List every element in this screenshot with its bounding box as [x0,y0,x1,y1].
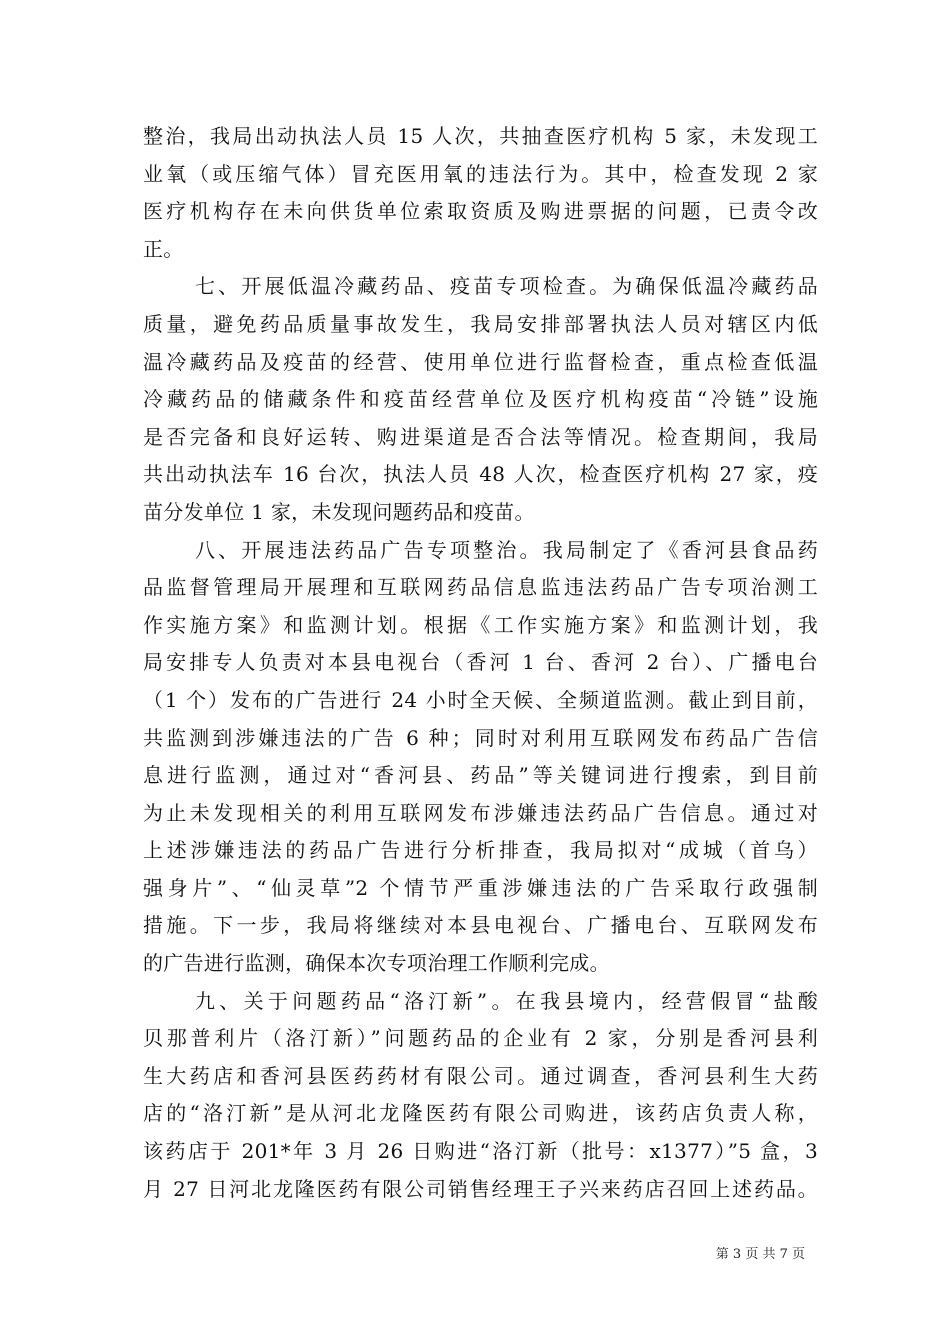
text-line: 贝那普利片（洛汀新）”问题药品的企业有 2 家，分别是香河县利 [143,1026,818,1051]
text-line: 质量，避免药品质量事故发生，我局安排部署执法人员对辖区内低 [143,311,818,336]
text-line: 局安排专人负责对本县电视台（香河 1 台、香河 2 台）、广播电台 [143,650,818,675]
text-line: 业氧（或压缩气体）冒充医用氧的违法行为。其中，检查发现 2 家 [143,161,818,186]
text-line: 医疗机构存在未向供货单位索取资质及购进票据的问题，已责令改 [143,199,818,224]
text-line: 店的“洛汀新”是从河北龙隆医药有限公司购进，该药店负责人称， [143,1101,818,1126]
paragraph-start-line: 九、关于问题药品“洛汀新”。在我县境内，经营假冒“盐酸 [195,988,818,1013]
document-body [143,118,818,1208]
text-line: 措施。下一步，我局将继续对本县电视台、广播电台、互联网发布 [143,913,818,938]
text-line: 强身片”、“仙灵草”2 个情节严重涉嫌违法的广告采取行政强制 [143,875,818,900]
text-line: 温冷藏药品及疫苗的经营、使用单位进行监督检查，重点检查低温 [143,349,818,374]
page-number-footer: 第 3 页 共 7 页 [715,1247,805,1262]
text-line: 共监测到涉嫌违法的广告 6 种；同时对利用互联网发布药品广告信 [143,725,818,750]
text-line: 苗分发单位 1 家，未发现问题药品和疫苗。 [143,499,535,524]
text-line: 该药店于 201*年 3 月 26 日购进“洛汀新（批号：x1377）”5 盒，3 [143,1139,818,1164]
paragraph-start-line: 七、开展低温冷藏药品、疫苗专项检查。为确保低温冷藏药品 [195,274,818,299]
text-line: 正。 [143,236,184,261]
text-line: 共出动执法车 16 台次，执法人员 48 人次，检查医疗机构 27 家，疫 [143,462,818,487]
text-line: 品监督管理局开展理和互联网药品信息监违法药品广告专项治测工 [143,575,818,600]
text-line: 的广告进行监测，确保本次专项治理工作顺利完成。 [143,951,610,976]
text-line: 上述涉嫌违法的药品广告进行分析排查，我局拟对“成城（首乌） [143,838,818,863]
text-line: 是否完备和良好运转、购进渠道是否合法等情况。检查期间，我局 [143,424,818,449]
text-line: 作实施方案》和监测计划。根据《工作实施方案》和监测计划，我 [143,612,818,637]
text-line: 冷藏药品的储藏条件和疫苗经营单位及医疗机构疫苗“冷链”设施 [143,387,818,412]
text-line: 息进行监测，通过对“香河县、药品”等关键词进行搜索，到目前 [143,763,818,788]
text-line: 为止未发现相关的利用互联网发布涉嫌违法药品广告信息。通过对 [143,800,818,825]
text-line: 生大药店和香河县医药药材有限公司。通过调查，香河县利生大药 [143,1063,818,1088]
text-line: 月 27 日河北龙隆医药有限公司销售经理王子兴来药店召回上述药品。 [143,1176,818,1201]
paragraph-start-line: 八、开展违法药品广告专项整治。我局制定了《香河县食品药 [195,537,818,562]
text-line: （1 个）发布的广告进行 24 小时全天候、全频道监测。截止到目前， [143,687,818,712]
text-line: 整治，我局出动执法人员 15 人次，共抽查医疗机构 5 家，未发现工 [143,124,818,148]
